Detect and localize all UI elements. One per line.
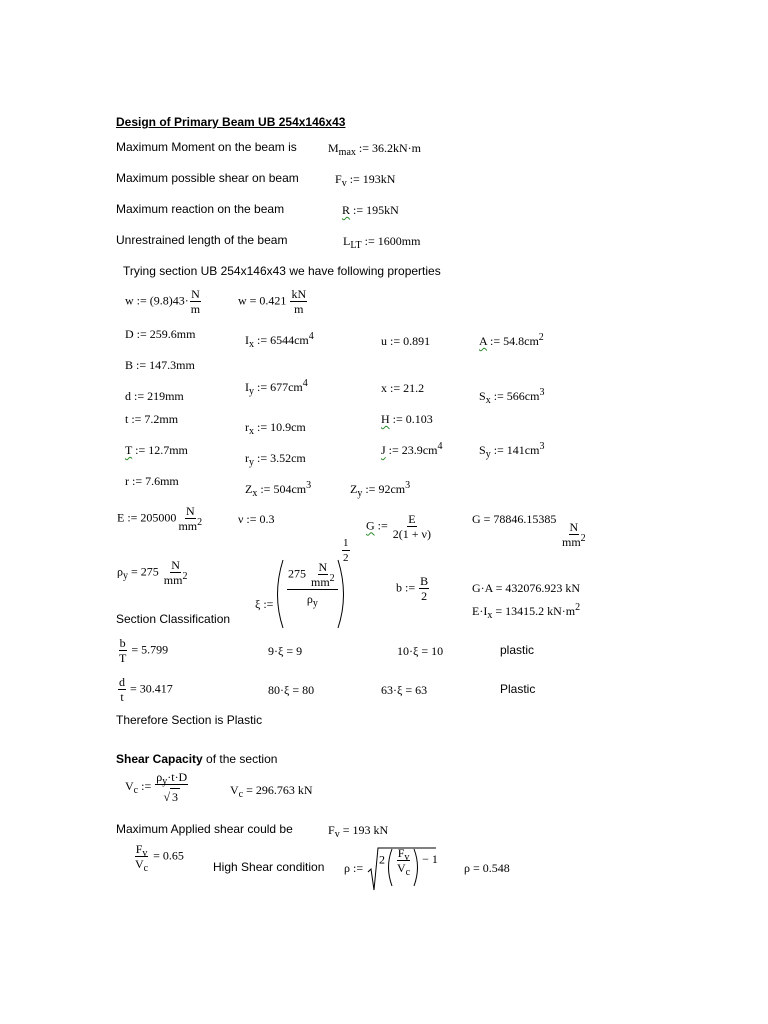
- G-unit: $\frac{N}{mm^2}$: [562, 520, 586, 549]
- trying-section-text: Trying section UB 254x146x43 we have following properties: [123, 264, 441, 278]
- w-result: w = 0.421 $\frac{kN}{m}$: [238, 287, 307, 316]
- length-formula: $L_{LT}$ := 1600mm: [343, 234, 421, 251]
- rx-value: $r_x$ := 10.9cm: [245, 420, 306, 437]
- H-value: H := 0.103: [381, 412, 433, 426]
- B-value: B := 147.3mm: [125, 358, 195, 372]
- limit-80xi: 80·ξ = 80: [268, 683, 315, 697]
- Sy-value: $S_y$ := $141cm^3$: [479, 441, 545, 460]
- t-value: t := 7.2mm: [125, 412, 179, 426]
- d-value: d := 219mm: [125, 389, 184, 403]
- length-label: Unrestrained length of the beam: [116, 233, 288, 247]
- T-value: T := 12.7mm: [125, 443, 188, 457]
- x-value: x := 21.2: [381, 381, 425, 395]
- limit-9xi: 9·ξ = 9: [268, 644, 303, 658]
- classification-conclusion: Therefore Section is Plastic: [116, 713, 263, 727]
- reaction-formula: R := 195kN: [342, 203, 399, 217]
- shear-label: Maximum possible shear on beam: [116, 171, 299, 185]
- rho-result: ρ = 0.548: [464, 861, 510, 875]
- xi-left-paren: [278, 560, 284, 628]
- limit-10xi: 10·ξ = 10: [397, 644, 444, 658]
- G-result: G = 78846.15385: [472, 512, 557, 526]
- xi-right-paren: [338, 560, 344, 628]
- A-value: A := $54.8cm^2$: [479, 332, 544, 348]
- page-title: Design of Primary Beam UB 254x146x43: [116, 115, 346, 129]
- J-value: J := $23.9cm^4$: [381, 441, 443, 457]
- nu-definition: ν := 0.3: [238, 512, 275, 526]
- xi-exponent: $\frac{1}{2}$: [343, 537, 349, 564]
- dt-ratio: $\frac{d}{t}$ = 30.417: [119, 675, 173, 704]
- xi-inner-fraction: 275 $\frac{N}{mm^2}$ $\rho_y$: [286, 560, 339, 606]
- rho-inner: 2 $\frac{F_v}{V_c}$ − 1: [379, 846, 438, 878]
- b-definition: b := $\frac{B}{2}$: [396, 574, 429, 603]
- limit-63xi: 63·ξ = 63: [381, 683, 428, 697]
- ry-value: $r_y$ := 3.52cm: [245, 451, 306, 468]
- Vc-definition: $V_c$ := $\frac{\rho_y\cdot t\cdot D}{√ 3}$: [125, 770, 188, 804]
- E-definition: E := 205000 $\frac{N}{mm^2}$: [117, 504, 203, 533]
- Vc-result: $V_c = 296.763$ kN: [230, 783, 313, 800]
- Fv-result: $F_v = 193$ kN: [328, 823, 389, 840]
- shear-ratio: $\frac{F_v}{V_c}$ = 0.65: [135, 842, 184, 874]
- GA-result: G·A = 432076.923 kN: [472, 581, 581, 595]
- xi-label: ξ :=: [255, 597, 274, 611]
- flange-class-result: plastic: [500, 643, 535, 657]
- D-value: D := 259.6mm: [125, 327, 196, 341]
- moment-formula: $M_{max}$ := 36.2kN·m: [328, 141, 421, 158]
- shear-capacity-heading: Shear Capacity of the section: [116, 752, 278, 766]
- web-class-result: Plastic: [500, 682, 536, 696]
- reaction-label: Maximum reaction on the beam: [116, 202, 285, 216]
- r-value: r := 7.6mm: [125, 474, 179, 488]
- Sx-value: $S_x$ := $566cm^3$: [479, 387, 545, 406]
- G-definition: G := $\frac{E}{2(1 + \nu)}$: [366, 512, 431, 541]
- section-classification-heading: Section Classification: [116, 612, 231, 626]
- shear-formula: $F_v$ := 193kN: [335, 172, 396, 189]
- bT-ratio: $\frac{b}{T}$ = 5.799: [119, 636, 169, 665]
- Zy-value: $Z_y$ := $92cm^3$: [350, 480, 411, 499]
- py-definition: $\rho_y = 275$ $\frac{N}{mm^2}$: [117, 558, 188, 587]
- EI-result: $E\cdot I_x = 13415.2$ $kN\cdot m^2$: [472, 602, 581, 621]
- moment-label: Maximum Moment on the beam is: [116, 140, 297, 154]
- Ix-value: $I_x$ := $6544cm^4$: [245, 331, 314, 350]
- rho-label: ρ :=: [344, 861, 364, 875]
- applied-shear-label: Maximum Applied shear could be: [116, 822, 293, 836]
- Zx-value: $Z_x$ := $504cm^3$: [245, 480, 312, 499]
- u-value: u := 0.891: [381, 334, 431, 348]
- w-definition: w := (9.8)43· $\frac{N}{m}$: [125, 287, 201, 316]
- high-shear-label: High Shear condition: [213, 860, 325, 874]
- Iy-value: $I_y$ := $677cm^4$: [245, 378, 308, 397]
